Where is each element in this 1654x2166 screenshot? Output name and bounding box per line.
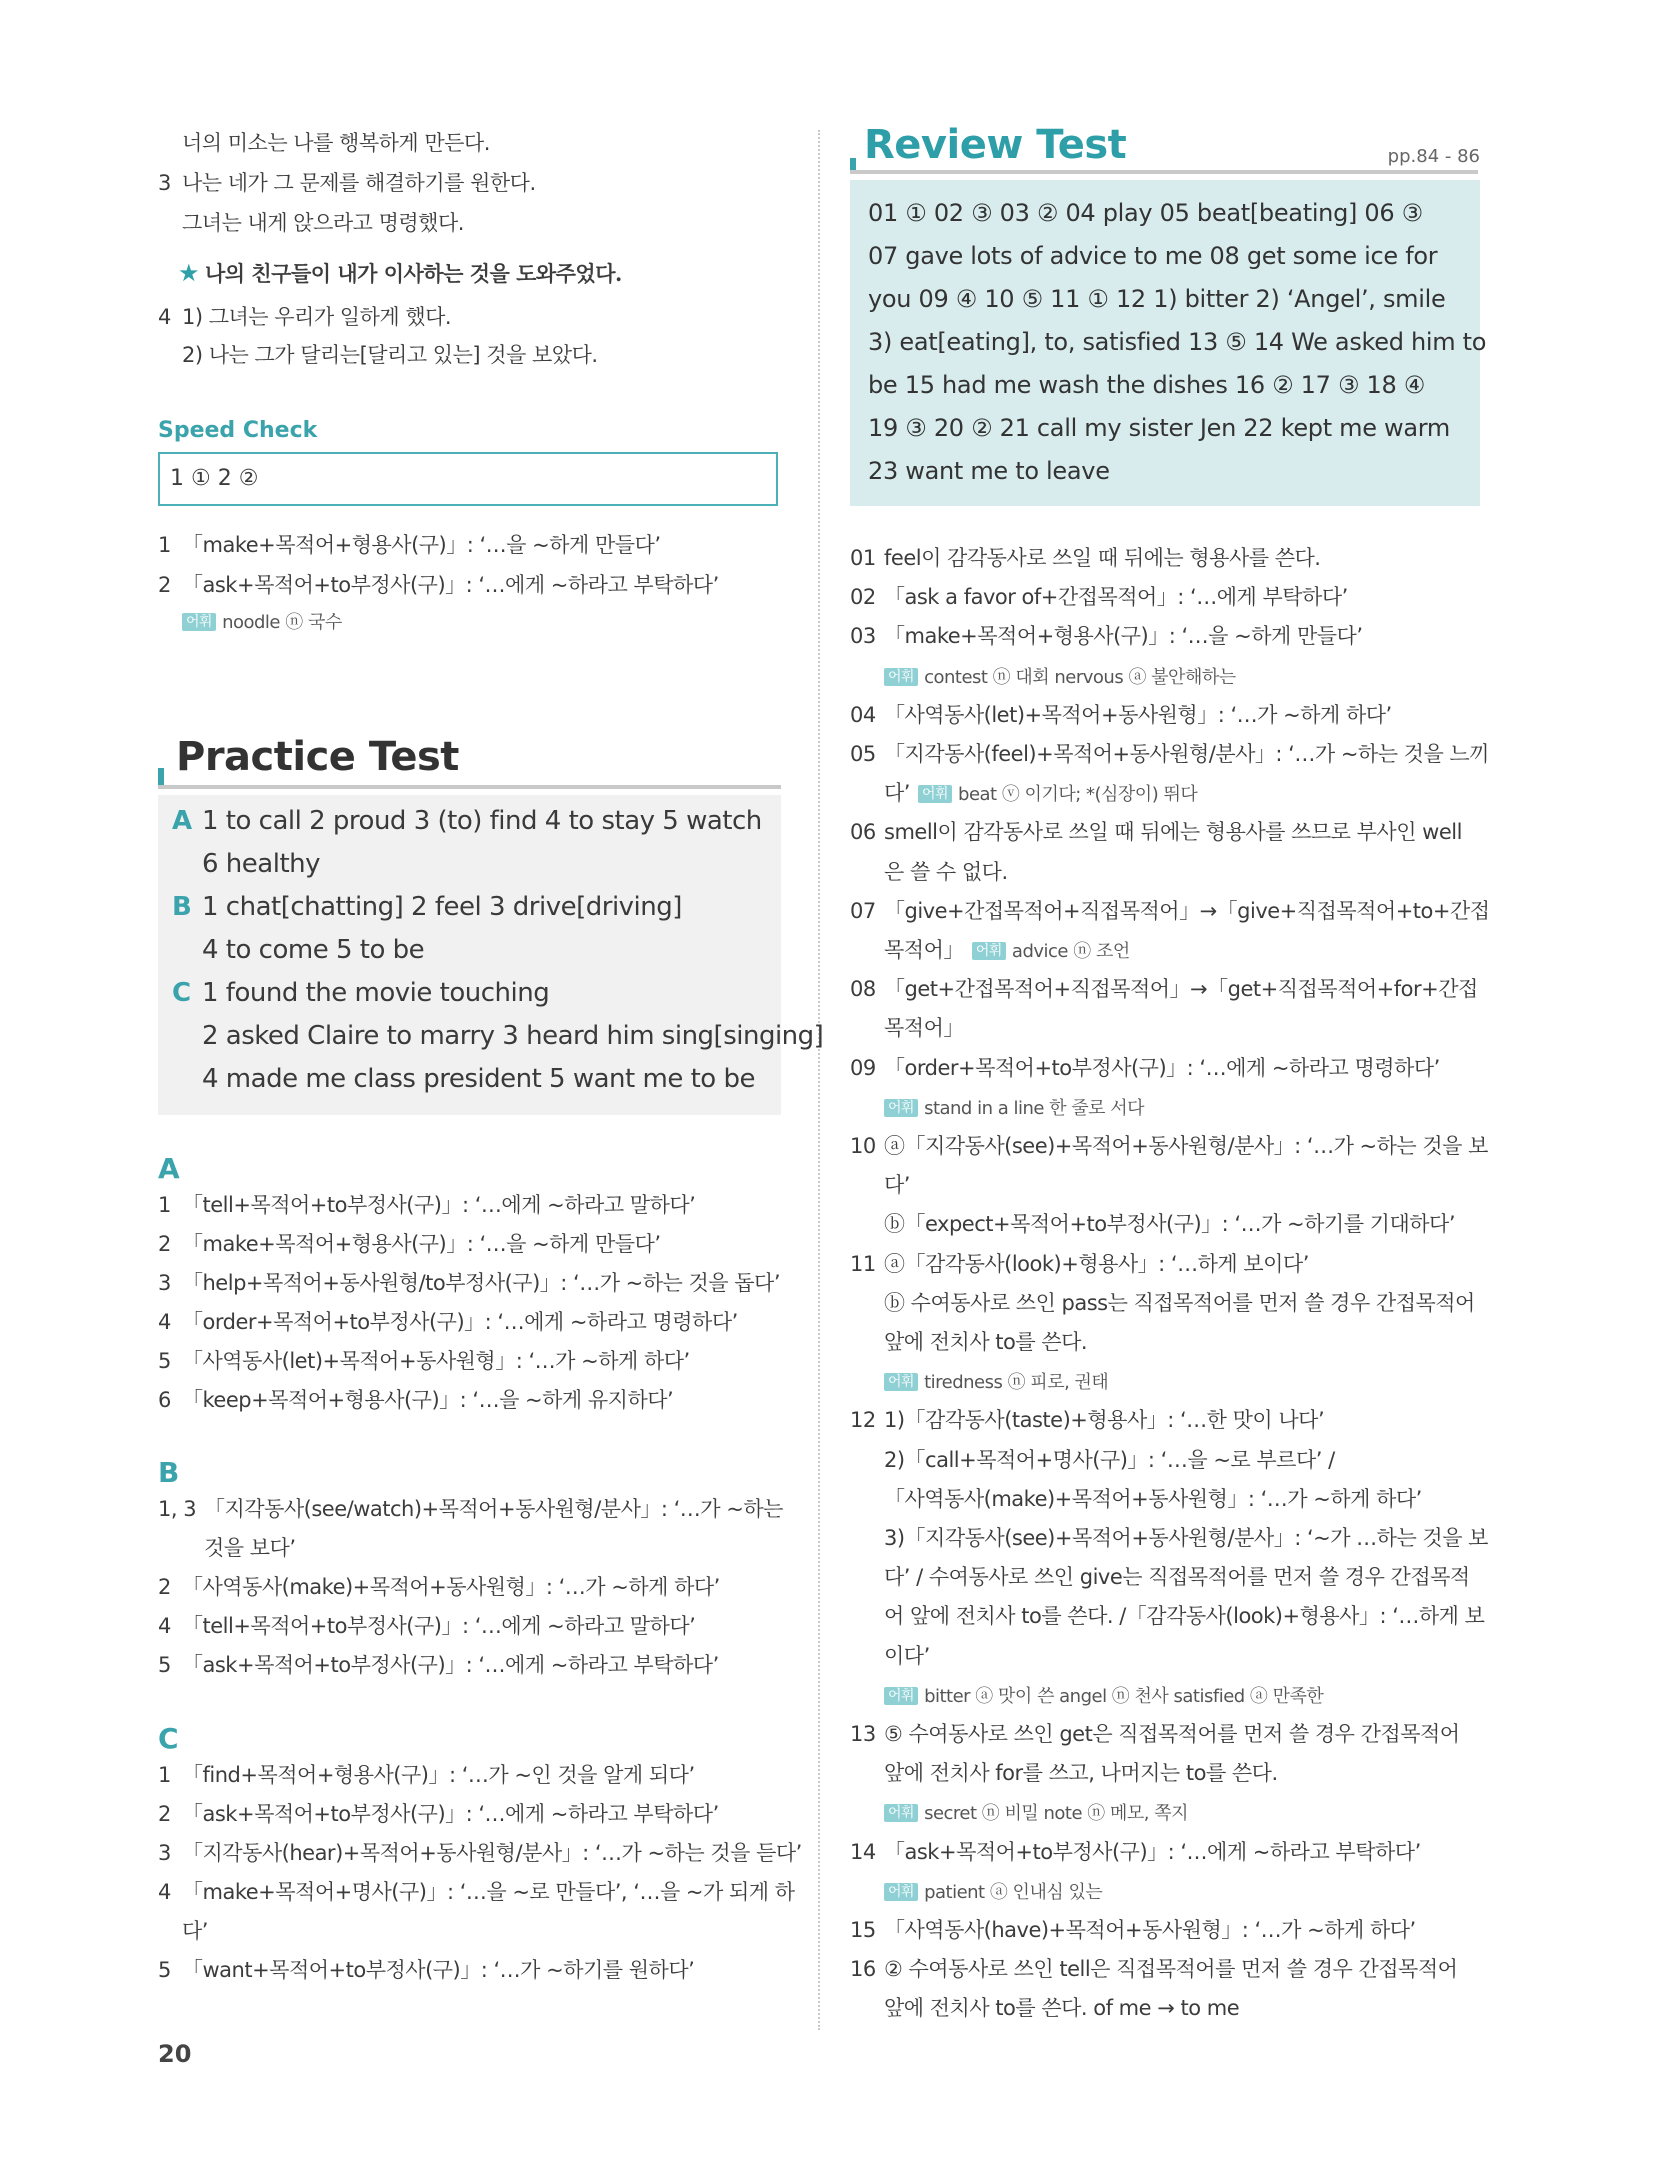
star-icon: ★ — [178, 259, 200, 287]
explanation-line — [850, 621, 1363, 651]
section-b-line: 5 「ask+목적어+to부정사(구)」: ‘…에게 ~하라고 부탁하다’ — [158, 1653, 719, 1677]
vocab-text: patient ⓐ 인내심 있는 — [924, 1882, 1103, 1903]
explanation-line — [850, 817, 1462, 847]
explanation-line — [850, 857, 1008, 887]
practice-row: 4 to come 5 to be — [202, 935, 425, 965]
explanation-text: 앞에 전치사 for를 쓰고, 나머지는 to를 쓴다. — [884, 1761, 1278, 1785]
explanation-line — [850, 1445, 1335, 1475]
vocab-tag: 어휘 — [884, 1099, 918, 1117]
section-a-line: 6 「keep+목적어+형용사(구)」: ‘…을 ~하게 유지하다’ — [158, 1388, 674, 1412]
explanation-text: smell이 감각동사로 쓰일 때 뒤에는 형용사를 쓰므로 부사인 well — [884, 820, 1462, 844]
answer-line: you 09 ④ 10 ⑤ 11 ① 12 1) bitter 2) ‘Angel’, smile — [868, 285, 1446, 313]
vocab-tag: 어휘 — [884, 1883, 918, 1901]
explanation-line — [850, 1837, 1421, 1867]
explanation-number: 12 — [850, 1408, 876, 1432]
explanation-text: 다’ — [884, 781, 910, 805]
intro-line: 너의 미소는 나를 행복하게 만든다. — [182, 131, 490, 155]
explanation-text: 3)「지각동사(see)+목적어+동사원형/분사」: ‘~가 …하는 것을 보 — [884, 1526, 1488, 1550]
section-a-line: 5 「사역동사(let)+목적어+동사원형」: ‘…가 ~하게 하다’ — [158, 1349, 690, 1373]
explanation-text: 앞에 전치사 to를 쓴다. — [884, 1330, 1088, 1354]
explanation-number: 05 — [850, 742, 876, 766]
vocab-text: stand in a line 한 줄로 서다 — [924, 1098, 1145, 1119]
answer-line: 01 ① 02 ③ 03 ② 04 play 05 beat[beating] 06 ③ — [868, 199, 1423, 227]
explanation-number: 03 — [850, 624, 876, 648]
explanation-line — [850, 1641, 930, 1671]
explanation-line — [850, 1327, 1087, 1357]
vocab-tag: 어휘 — [884, 1804, 918, 1822]
explanation-line — [850, 1915, 1416, 1945]
explanation-text: 이다’ — [884, 1644, 930, 1668]
explanation-number: 13 — [850, 1722, 876, 1746]
section-a-line: 2 「make+목적어+형용사(구)」: ‘…을 ~하게 만들다’ — [158, 1232, 661, 1256]
intro-line: 3 나는 네가 그 문제를 해결하기를 원한다. — [158, 171, 536, 195]
explanation-text: ⓐ「지각동사(see)+목적어+동사원형/분사」: ‘…가 ~하는 것을 보 — [884, 1134, 1488, 1158]
explanation-line — [850, 1993, 1239, 2023]
practice-test-title: Practice Test — [176, 734, 459, 780]
section-c-line: 2 「ask+목적어+to부정사(구)」: ‘…에게 ~하라고 부탁하다’ — [158, 1802, 719, 1826]
explanation-number: 01 — [850, 546, 876, 570]
explanation-line — [850, 1092, 1144, 1124]
page-number: 20 — [158, 2040, 192, 2068]
explanation-number: 09 — [850, 1056, 876, 1080]
explanation-line — [850, 1405, 1324, 1435]
explanation-number: 07 — [850, 899, 876, 923]
section-b-line: 4 「tell+목적어+to부정사(구)」: ‘…에게 ~하라고 말하다’ — [158, 1614, 696, 1638]
explanation-line — [850, 1876, 1102, 1908]
explanation-text: 다’ / 수여동사로 쓰인 give는 직접목적어를 먼저 쓸 경우 간접목적 — [884, 1565, 1470, 1589]
section-a-line: 4 「order+목적어+to부정사(구)」: ‘…에게 ~하라고 명령하다’ — [158, 1310, 738, 1334]
explanation-line — [850, 1288, 1475, 1318]
answer-line: 23 want me to leave — [868, 457, 1110, 485]
section-a-heading: A — [158, 1152, 180, 1185]
explanation-line — [850, 1523, 1488, 1553]
vocab-tag: 어휘 — [918, 785, 952, 803]
explanation-text: 1)「감각동사(taste)+형용사」: ‘…한 맛이 나다’ — [884, 1408, 1325, 1432]
explanation-line — [850, 1209, 1455, 1239]
explanation-text: 「ask a favor of+간접목적어」: ‘…에게 부탁하다’ — [884, 585, 1348, 609]
explanation-number: 08 — [850, 977, 876, 1001]
vocab-tag: 어휘 — [884, 668, 918, 686]
section-c-line: 1 「find+목적어+형용사(구)」: ‘…가 ~인 것을 알게 되다’ — [158, 1763, 695, 1787]
explanation-text: 「사역동사(have)+목적어+동사원형」: ‘…가 ~하게 하다’ — [884, 1918, 1416, 1942]
explanation-line — [850, 1484, 1422, 1514]
explanation-line — [850, 1758, 1278, 1788]
explanation-text: 「make+목적어+형용사(구)」: ‘…을 ~하게 만들다’ — [884, 624, 1363, 648]
explanation-line — [850, 739, 1489, 769]
vocab-note: 어휘 noodle ⓝ 국수 — [182, 606, 342, 638]
explanation-number: 02 — [850, 585, 876, 609]
speed-check-line: 2 「ask+목적어+to부정사(구)」: ‘…에게 ~하라고 부탁하다’ — [158, 573, 719, 597]
explanation-text: 은 쓸 수 없다. — [884, 860, 1008, 884]
section-c-line: 다’ — [182, 1919, 208, 1943]
section-b-line: 2 「사역동사(make)+목적어+동사원형」: ‘…가 ~하게 하다’ — [158, 1575, 720, 1599]
explanation-text: ② 수여동사로 쓰인 tell은 직접목적어를 먼저 쓸 경우 간접목적어 — [884, 1957, 1458, 1981]
section-a-line: 3 「help+목적어+동사원형/to부정사(구)」: ‘…가 ~하는 것을 돕다’ — [158, 1271, 780, 1295]
review-test-rule — [850, 170, 1478, 174]
explanation-text: 「사역동사(make)+목적어+동사원형」: ‘…가 ~하게 하다’ — [884, 1487, 1422, 1511]
explanation-line — [850, 582, 1348, 612]
explanation-line — [850, 1249, 1309, 1279]
explanation-text: 목적어」 — [884, 938, 964, 962]
speed-check-answers: 1 ① 2 ② — [158, 452, 778, 506]
practice-row: C 1 found the movie touching — [172, 978, 550, 1008]
explanation-line — [850, 1954, 1457, 1984]
answer-line: 3) eat[eating], to, satisfied 13 ⑤ 14 We asked him to — [868, 328, 1487, 356]
explanation-line — [850, 1053, 1440, 1083]
explanation-line — [850, 661, 1236, 693]
explanation-number: 14 — [850, 1840, 876, 1864]
explanation-line — [850, 778, 1197, 810]
explanation-line — [850, 1170, 910, 1200]
answer-line: be 15 had me wash the dishes 16 ② 17 ③ 18 ④ — [868, 371, 1425, 399]
answer-line: 07 gave lots of advice to me 08 get some ice for — [868, 242, 1438, 270]
explanation-text: 「지각동사(feel)+목적어+동사원형/분사」: ‘…가 ~하는 것을 느끼 — [884, 742, 1489, 766]
explanation-line — [850, 1719, 1460, 1749]
explanation-text: 다’ — [884, 1173, 910, 1197]
explanation-line — [850, 1601, 1484, 1631]
intro-line: 2) 나는 그가 달리는[달리고 있는] 것을 보았다. — [182, 343, 598, 367]
vocab-text: secret ⓝ 비밀 note ⓝ 메모, 쪽지 — [924, 1803, 1188, 1824]
practice-row: 6 healthy — [202, 849, 320, 879]
explanation-text: feel이 감각동사로 쓰일 때 뒤에는 형용사를 쓴다. — [884, 546, 1321, 570]
explanation-number: 06 — [850, 820, 876, 844]
practice-row: 2 asked Claire to marry 3 heard him sing[singing] — [202, 1021, 824, 1051]
explanation-number: 10 — [850, 1134, 876, 1158]
column-divider — [818, 130, 820, 2030]
practice-test-answers — [158, 795, 824, 1115]
practice-row: A 1 to call 2 proud 3 (to) find 4 to stay 5 watch — [172, 806, 762, 836]
speed-check-title: Speed Check — [158, 418, 318, 443]
explanation-line — [850, 1366, 1108, 1398]
explanation-text: 2)「call+목적어+명사(구)」: ‘…을 ~로 부르다’ / — [884, 1448, 1335, 1472]
explanation-number: 11 — [850, 1252, 876, 1276]
explanation-text: ⓐ「감각동사(look)+형용사」: ‘…하게 보이다’ — [884, 1252, 1309, 1276]
intro-line: 4 1) 그녀는 우리가 일하게 했다. — [158, 305, 452, 329]
review-test-pages: pp.84 - 86 — [1387, 146, 1480, 167]
explanation-text: ⑤ 수여동사로 쓰인 get은 직접목적어를 먼저 쓸 경우 간접목적어 — [884, 1722, 1460, 1746]
vocab-text: bitter ⓐ 맛이 쓴 angel ⓝ 천사 satisfied ⓐ 만족한 — [924, 1686, 1324, 1707]
explanation-number: 04 — [850, 703, 876, 727]
explanation-text: ⓑ 수여동사로 쓰인 pass는 직접목적어를 먼저 쓸 경우 간접목적어 — [884, 1291, 1475, 1315]
section-b-heading: B — [158, 1456, 180, 1489]
explanation-text: 「order+목적어+to부정사(구)」: ‘…에게 ~하라고 명령하다’ — [884, 1056, 1440, 1080]
vocab-tag: 어휘 — [884, 1687, 918, 1705]
explanation-text: 「ask+목적어+to부정사(구)」: ‘…에게 ~하라고 부탁하다’ — [884, 1840, 1421, 1864]
explanation-text: 「give+간접목적어+직접목적어」→「give+직접목적어+to+간접 — [884, 899, 1490, 923]
section-c-line: 5 「want+목적어+to부정사(구)」: ‘…가 ~하기를 원하다’ — [158, 1958, 695, 1982]
explanation-line — [850, 935, 1130, 967]
explanation-line — [850, 700, 1392, 730]
practice-test-rule — [158, 785, 781, 789]
section-c-line: 3 「지각동사(hear)+목적어+동사원형/분사」: ‘…가 ~하는 것을 듣다’ — [158, 1841, 802, 1865]
explanation-number: 15 — [850, 1918, 876, 1942]
explanation-line — [850, 896, 1490, 926]
explanation-line — [850, 1562, 1470, 1592]
explanation-line — [850, 1797, 1188, 1829]
section-b-line: 1, 3 「지각동사(see/watch)+목적어+동사원형/분사」: ‘…가 ~하는 — [158, 1497, 783, 1521]
explanation-text: 목적어」 — [884, 1016, 964, 1040]
explanation-line — [850, 974, 1478, 1004]
vocab-text: contest ⓝ 대회 nervous ⓐ 불안해하는 — [924, 667, 1236, 688]
handwritten-note: ★ 나의 친구들이 내가 이사하는 것을 도와주었다. — [178, 259, 622, 287]
vocab-tag: 어휘 — [972, 942, 1006, 960]
vocab-text: advice ⓝ 조언 — [1011, 941, 1130, 962]
section-b-line: 것을 보다’ — [204, 1536, 296, 1560]
vocab-text: tiredness ⓝ 피로, 권태 — [924, 1372, 1109, 1393]
speed-check-line: 1 「make+목적어+형용사(구)」: ‘…을 ~하게 만들다’ — [158, 533, 661, 557]
explanation-text: 어 앞에 전치사 to를 쓴다. /「감각동사(look)+형용사」: ‘…하게 보 — [884, 1604, 1485, 1628]
explanation-text: 「사역동사(let)+목적어+동사원형」: ‘…가 ~하게 하다’ — [884, 703, 1392, 727]
explanation-line — [850, 1131, 1488, 1161]
explanation-text: 「get+간접목적어+직접목적어」→「get+직접목적어+for+간접 — [884, 977, 1478, 1001]
vocab-text: beat ⓥ 이기다; *(심장이) 뛰다 — [958, 784, 1198, 805]
explanation-number: 16 — [850, 1957, 876, 1981]
practice-row: 4 made me class president 5 want me to be — [202, 1064, 755, 1094]
explanation-text: ⓑ「expect+목적어+to부정사(구)」: ‘…가 ~하기를 기대하다’ — [884, 1212, 1456, 1236]
vocab-tag: 어휘 — [182, 613, 216, 631]
vocab-tag: 어휘 — [884, 1373, 918, 1391]
explanation-line — [850, 1013, 964, 1043]
explanation-line — [850, 1680, 1323, 1712]
practice-row: B 1 chat[chatting] 2 feel 3 drive[driving] — [172, 892, 682, 922]
explanation-text: 앞에 전치사 to를 쓴다. of me → to me — [884, 1996, 1240, 2020]
section-c-line: 4 「make+목적어+명사(구)」: ‘…을 ~로 만들다’, ‘…을 ~가 되게 하 — [158, 1880, 795, 1904]
section-c-heading: C — [158, 1722, 179, 1755]
review-test-title: Review Test — [864, 122, 1127, 168]
intro-line: 그녀는 내게 앉으라고 명령했다. — [182, 211, 464, 235]
review-test-answers — [850, 180, 1487, 506]
answer-line: 19 ③ 20 ② 21 call my sister Jen 22 kept me warm — [868, 414, 1450, 442]
explanation-line — [850, 543, 1320, 573]
section-a-line: 1 「tell+목적어+to부정사(구)」: ‘…에게 ~하라고 말하다’ — [158, 1193, 696, 1217]
